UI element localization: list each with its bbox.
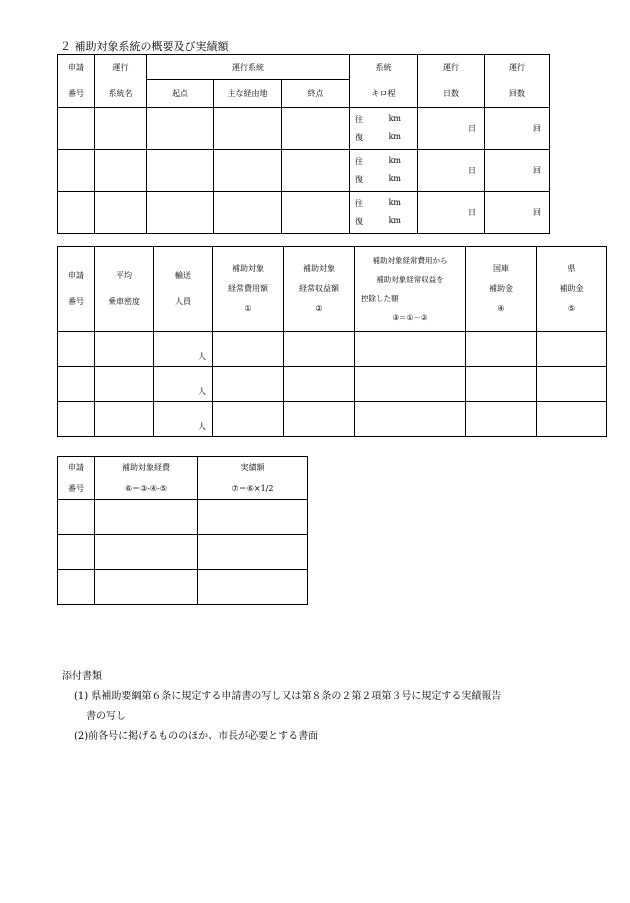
table-row: 人 <box>58 367 607 402</box>
header-difference: 補助対象経常費用から 補助対象経常収益を 控除した額 ③＝①－② <box>355 247 466 332</box>
table-row <box>58 570 308 605</box>
header-apply-number: 申請 番号 <box>58 247 95 332</box>
header-eligible-expense: 補助対象経費 ⑥＝③-④-⑤ <box>95 457 198 500</box>
header-eligible-cost: 補助対象 経常費用額 ① <box>213 247 284 332</box>
table-row: 往 km 復 km 日 回 <box>58 108 550 150</box>
route-summary-table <box>57 54 550 234</box>
header-start-point: 起点 <box>147 80 214 108</box>
table-row: 人 <box>58 402 607 437</box>
header-apply-number: 申請 番号 <box>58 55 95 108</box>
table-row: 往 km 復 km 日 回 <box>58 192 550 234</box>
subsidy-calculation-table <box>57 246 607 437</box>
table-row <box>58 500 308 535</box>
attachment-item-2: (2)前各号に掲げるもののほか、市長が必要とする書面 <box>74 731 319 742</box>
header-national-subsidy: 国庫 補助金 ④ <box>466 247 537 332</box>
table-row <box>58 535 308 570</box>
header-route: 運行系統 <box>147 55 350 80</box>
header-prefecture-subsidy: 県 補助金 ⑤ <box>537 247 607 332</box>
header-operation-count: 運行 回数 <box>485 55 550 108</box>
header-operation-days: 運行 日数 <box>418 55 485 108</box>
table-row: 人 <box>58 332 607 367</box>
header-apply-number: 申請 番号 <box>58 457 95 500</box>
attachment-item-1: (1) 県補助要綱第６条に規定する申請書の写し又は第８条の２第２項第３号に規定する実績報告 <box>74 691 502 702</box>
header-actual-amount: 実績額 ⑦＝⑥×1/2 <box>198 457 308 500</box>
table-row: 往 km 復 km 日 回 <box>58 150 550 192</box>
section-title: ２ 補助対象系統の概要及び実績額 <box>60 40 229 53</box>
header-route-km: 系統 キロ程 <box>350 55 418 108</box>
header-end-point: 終点 <box>282 80 350 108</box>
attachment-item-1-cont: 書の写し <box>86 711 126 722</box>
header-average-density: 平均 乗車密度 <box>95 247 154 332</box>
actual-amount-table <box>57 456 308 605</box>
header-via-point: 主な経由地 <box>214 80 282 108</box>
header-eligible-revenue: 補助対象 経常収益額 ② <box>284 247 355 332</box>
header-passengers: 輸送 人員 <box>154 247 213 332</box>
attachments-title: 添付書類 <box>62 671 102 682</box>
header-operation-name: 運行 系統名 <box>95 55 147 108</box>
